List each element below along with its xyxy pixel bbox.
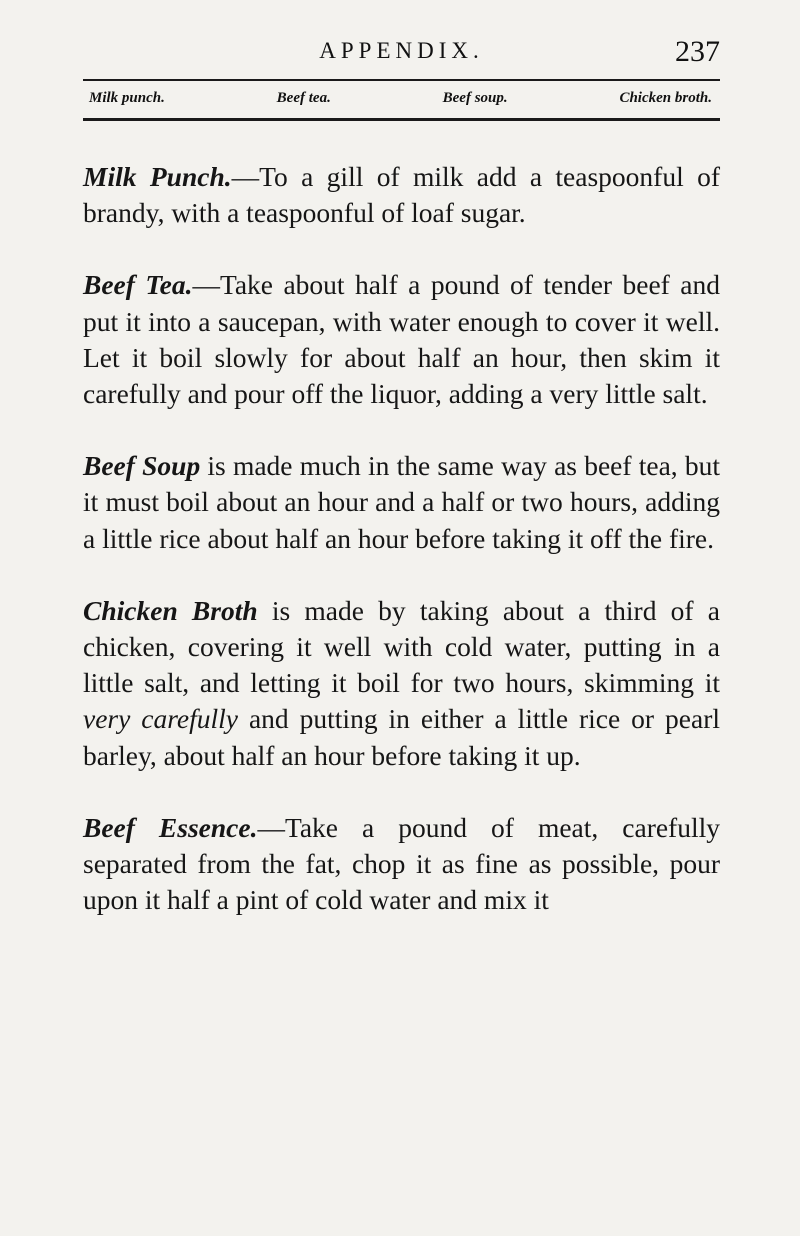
lead-beef-essence: Beef Essence. — [83, 811, 258, 843]
lead-beef-soup: Beef Soup — [83, 450, 201, 482]
lead-milk-punch: Milk Punch. — [83, 161, 232, 192]
text-chicken-broth-1: is made by taking about a third of a chicken, covering it well with cold water, putting in a little salt, and letting it boil for two hours, skimming it — [83, 594, 720, 699]
text-beef-essence: —Take a pound of meat, carefully separated from the fat, chop it as fine as possible, pour upon it half a pint of cold water and mix it — [83, 811, 720, 916]
book-page — [83, 34, 720, 954]
running-title: APPENDIX. — [319, 38, 484, 63]
running-head — [83, 34, 720, 74]
topic-headings — [83, 81, 720, 112]
emphasis-very-carefully: very carefully — [83, 703, 239, 735]
text-milk-punch: —To a gill of milk add a teaspoonful of brandy, with a teaspoonful of loaf sugar. — [83, 161, 720, 229]
page-number: 237 — [675, 35, 720, 68]
text-chicken-broth-2: and putting in either a little rice or pearl barley, about half an hour before taking it up. — [83, 703, 721, 771]
lead-chicken-broth: Chicken Broth — [83, 594, 258, 626]
paragraph-beef-essence — [83, 810, 720, 919]
text-beef-tea: —Take about half a pound of tender beef and put it into a saucepan, with water enough to cover it well. Let it boil slowly for about half an hour, then skim it carefully and pour off the liquor, adding a very little salt. — [83, 269, 720, 410]
text-beef-soup: is made much in the same way as beef tea, but it must boil about an hour and a half or two hours, adding a little rice about half an hour before taking it off the fire. — [83, 450, 720, 554]
topic-beef-tea: Beef tea. — [276, 90, 331, 106]
header-rule-bottom — [83, 118, 720, 121]
topic-chicken-broth: Chicken broth. — [619, 90, 712, 106]
paragraph-beef-tea — [83, 267, 720, 412]
topic-milk-punch: Milk punch. — [89, 90, 165, 106]
topic-beef-soup: Beef soup. — [442, 90, 508, 106]
paragraph-beef-soup — [83, 448, 720, 557]
lead-beef-tea: Beef Tea. — [83, 269, 193, 301]
paragraph-milk-punch — [83, 159, 720, 231]
paragraph-chicken-broth — [83, 593, 720, 774]
body-text — [83, 159, 720, 918]
